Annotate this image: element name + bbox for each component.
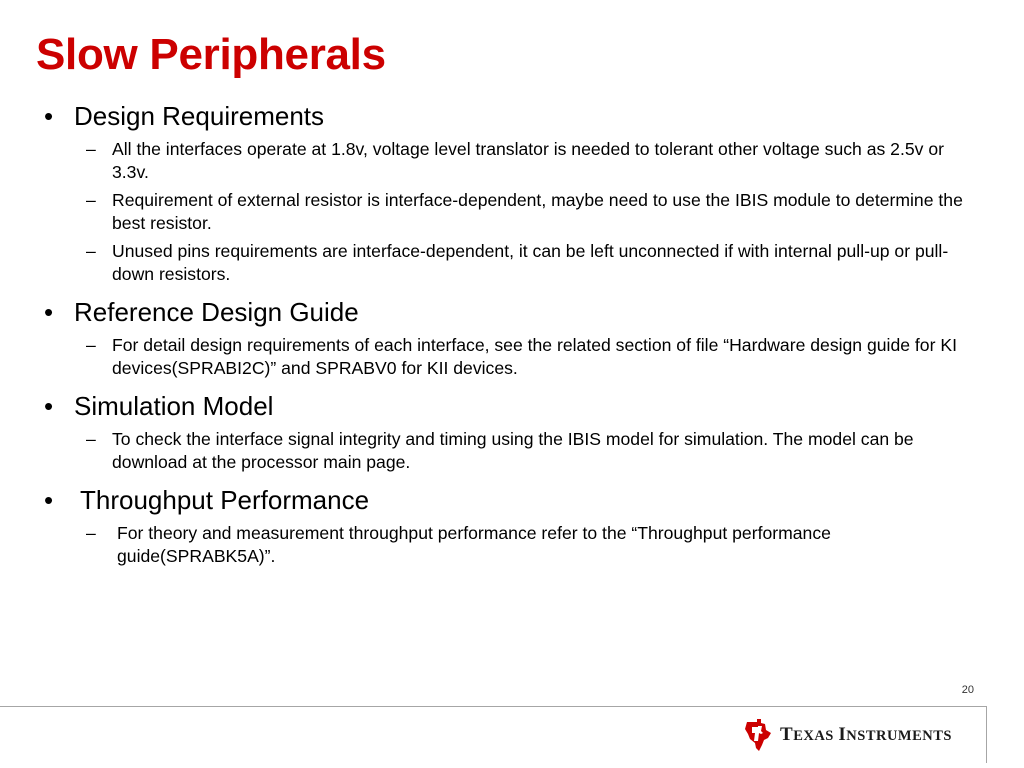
list-item [0, 240, 972, 286]
bullet-icon: • [44, 101, 54, 131]
list-item-text: To check the interface signal integrity and timing using the IBIS model for simulation. The model can be download at the processor main page. [112, 429, 914, 472]
bullet-icon: • [44, 391, 54, 421]
dash-icon: – [86, 241, 96, 261]
dash-icon: – [86, 190, 96, 210]
dash-icon: – [86, 139, 96, 159]
section-heading [0, 100, 984, 132]
list-item [0, 138, 972, 184]
list-item-text: For theory and measurement throughput performance refer to the “Throughput performance guide(SPRABK5A)”. [117, 523, 831, 566]
section-heading-text: Throughput Performance [80, 485, 370, 515]
list-item [0, 334, 972, 380]
list-item [0, 189, 972, 235]
list-item [0, 522, 972, 568]
bullet-icon: • [44, 297, 54, 327]
list-item-text: For detail design requirements of each interface, see the related section of file “Hardware design guide for KI devices(SPRABI2C)” and SPRABV0 for KII devices. [112, 335, 957, 378]
section-heading [0, 390, 984, 422]
list-item [0, 428, 972, 474]
dash-icon: – [86, 429, 96, 449]
slide-content [0, 100, 1024, 568]
section-heading-text: Simulation Model [74, 391, 274, 421]
section-heading-text: Design Requirements [74, 101, 325, 131]
section-heading [0, 296, 984, 328]
bullet-icon: • [44, 485, 54, 515]
dash-icon: – [86, 523, 96, 543]
texas-instruments-logo [744, 718, 952, 752]
brand-name: TEXAS INSTRUMENTS [780, 724, 952, 745]
section-heading-text: Reference Design Guide [74, 297, 359, 327]
texas-instruments-logo-icon [744, 719, 772, 751]
dash-icon: – [86, 335, 96, 355]
list-item-text: Requirement of external resistor is interface-dependent, maybe need to use the IBIS module to determine the best resistor. [112, 190, 963, 233]
section-heading [0, 484, 984, 516]
page-number: 20 [961, 684, 974, 696]
list-item-text: All the interfaces operate at 1.8v, voltage level translator is needed to tolerant other voltage such as 2.5v or 3.3v. [112, 139, 944, 182]
list-item-text: Unused pins requirements are interface-dependent, it can be left unconnected if with internal pull-up or pull-down resistors. [112, 241, 949, 284]
slide-title: Slow Peripherals [36, 30, 386, 79]
